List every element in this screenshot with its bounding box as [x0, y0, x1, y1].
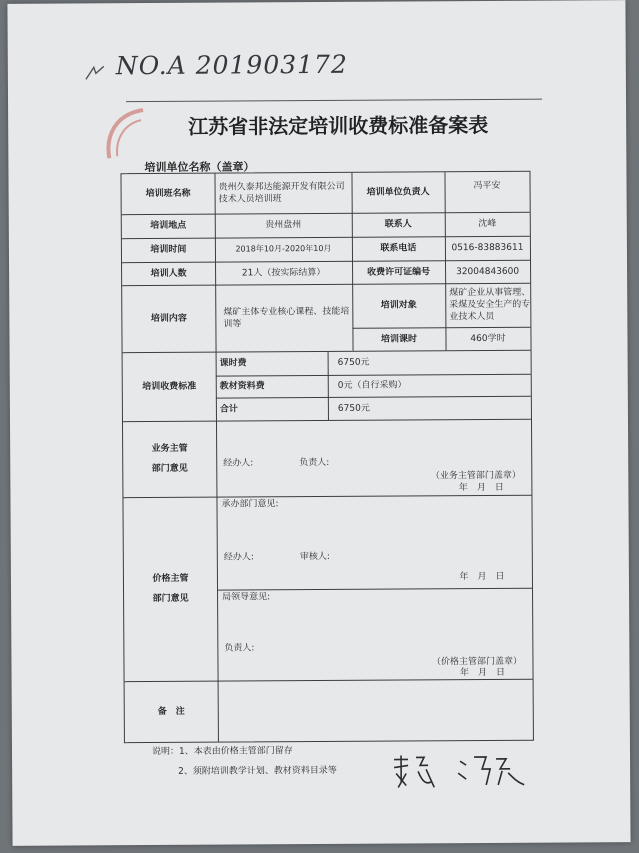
contact-value: 沈峰	[478, 218, 497, 230]
leader-opinion: 局领导意见:	[222, 592, 271, 603]
unit-name-label: 培训单位名称（盖章）	[144, 160, 255, 175]
price-dept-label-line2: 部门意见	[152, 593, 189, 605]
contact-label: 联系人	[384, 219, 412, 230]
price-seal: （价格主管部门盖章）	[431, 656, 522, 668]
target-value: 煤矿企业从事管理、采煤及安全生产的专业技术人员	[449, 287, 531, 323]
fee-item-value: 6750元	[337, 357, 370, 368]
people-count-label: 培训人数	[150, 268, 187, 279]
fee-item-value: 0元（自行采购）	[337, 380, 407, 391]
license-value: 32004843600	[456, 266, 520, 277]
business-responsible: 负责人:	[299, 457, 330, 469]
business-dept-label-line2: 部门意见	[151, 463, 188, 475]
license-label: 收费许可证编号	[367, 266, 431, 278]
price-handler: 经办人:	[223, 552, 254, 563]
content-label: 培训内容	[150, 313, 187, 324]
training-time-label: 培训时间	[150, 244, 187, 256]
phone-value: 0516-83883611	[451, 242, 524, 254]
price-responsible: 负责人:	[224, 643, 255, 654]
price-dept-label	[123, 497, 217, 682]
business-seal: （业务主管部门盖章）	[430, 470, 521, 482]
note-2: 2、须附培训教学计划、教材资料目录等	[178, 765, 337, 777]
location-label: 培训地点	[150, 220, 187, 232]
fee-item-name: 合计	[219, 403, 238, 415]
remarks-label: 备 注	[157, 706, 185, 717]
business-dept-label	[123, 421, 216, 498]
hours-label: 培训课时	[380, 333, 418, 345]
price-dept-label-line1: 价格主管	[152, 573, 189, 585]
unit-leader-value: 冯平安	[473, 180, 501, 192]
notes	[152, 744, 337, 779]
price-date-1: 年 月 日	[459, 571, 505, 583]
business-date: 年 月 日	[458, 482, 504, 494]
form-sheet	[7, 0, 630, 846]
content-value: 煤矿主体专业核心课程、技能培训等	[223, 306, 350, 330]
class-name-value: 贵州久泰邦达能源开发有限公司技术人员培训班	[218, 181, 345, 205]
price-date-2: 年 月 日	[459, 667, 506, 679]
target-label: 培训对象	[380, 300, 417, 311]
serial-number: NO.A 201903172	[115, 49, 348, 81]
note-1: 说明：1、本表由价格主管部门留存	[151, 746, 293, 758]
fee-standard-label: 培训收费标准	[142, 381, 197, 392]
people-count-value: 21人（按实际结算）	[241, 267, 326, 278]
location-value: 贵州盘州	[265, 220, 302, 231]
business-handler: 经办人:	[223, 458, 254, 469]
fee-item-name: 课时费	[219, 358, 247, 369]
unit-leader-label: 培训单位负责人	[366, 187, 430, 198]
form-table	[120, 171, 533, 743]
title-rule	[126, 99, 542, 103]
fee-item-name: 教材资料费	[219, 381, 265, 392]
host-dept-opinion: 承办部门意见:	[221, 499, 279, 510]
handwritten-signature	[390, 751, 530, 792]
business-dept-label-line1: 业务主管	[151, 443, 188, 455]
phone-label: 联系电话	[380, 243, 417, 254]
price-reviewer: 审核人:	[299, 551, 330, 563]
fee-item-value: 6750元	[337, 403, 370, 414]
hours-value: 460学时	[470, 333, 506, 344]
class-name-label: 培训班名称	[145, 188, 191, 200]
page-title: 江苏省非法定培训收费标准备案表	[188, 112, 489, 139]
pen-mark-icon	[84, 63, 108, 83]
training-time-value: 2018年10月-2020年10月	[235, 243, 332, 254]
